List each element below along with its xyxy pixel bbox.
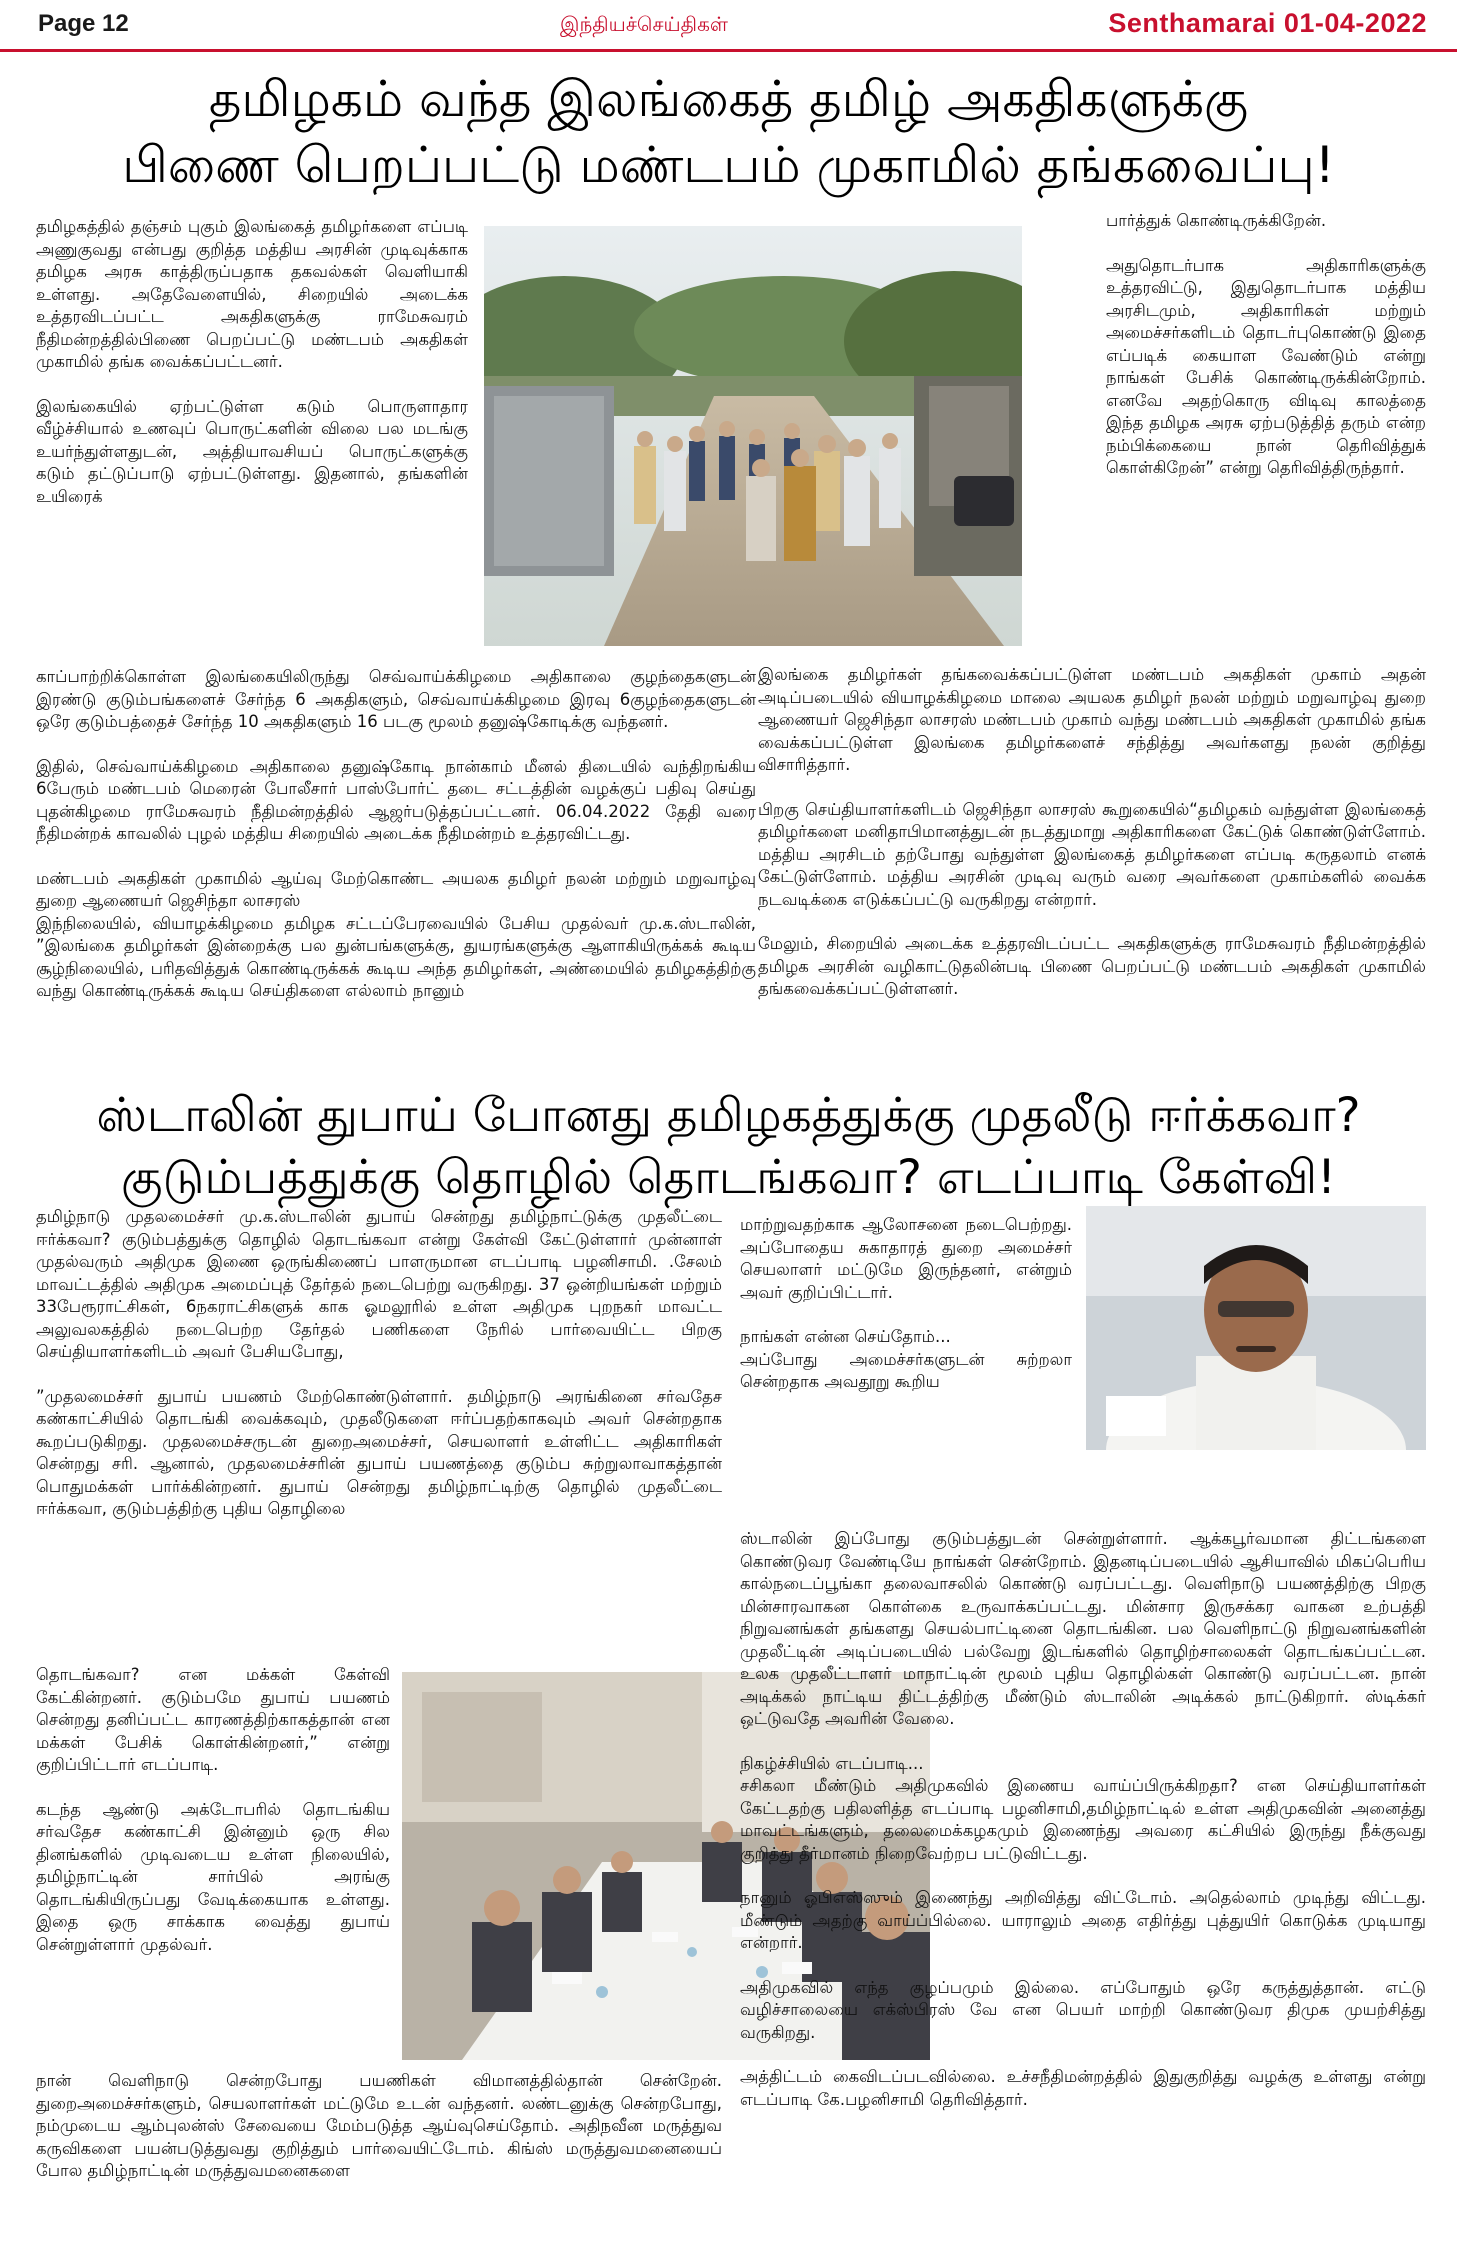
article2-right-narrow-column <box>740 1214 1072 1524</box>
article1-paragraph: அதுதொடர்பாக அதிகாரிகளுக்கு உத்தரவிட்டு, இதுதொடர்பாக மத்திய அரசிடமும், அதிகாரிகள் மற்றும் அமைச்சர்களிடம் தொடர்புகொண்டு இதை எப்படிக் கையாள வேண்டும் என்று நாங்கள் பேசிக் கொண்டிருக்கின்றோம். எனவே அதற்கொரு விடிவு காலத்தை இந்த தமிழக அரசு ஏற்படுத்தித் தரும் என்ற நம்பிக்கையை நான் தெரிவித்துக் கொள்கிறேன்” என்று தெரிவித்திருந்தார். <box>1106 255 1426 477</box>
article1-left-wide-column <box>36 666 756 1072</box>
article1-paragraph: இலங்கை தமிழர்கள் தங்கவைக்கப்பட்டுள்ள மண்டபம் அகதிகள் முகாம் அதன் அடிப்படையில் வியாழக்கிழமை மாலை அயலக தமிழர் நலன் மற்றும் மறுவாழ்வு துறை ஆணையர் ஜெசிந்தா லாசரஸ் மண்டபம் முகாம் வந்து மண்டபம் அகதிகள் முகாமில் தங்க வைக்கப்பட்டுள்ள இலங்கை தமிழர்களைச் சந்தித்து அவர்களது நலன் குறித்து விசாரித்தார். <box>758 665 1426 774</box>
article1-headline-line1: தமிழகம் வந்த இலங்கைத் தமிழ் அகதிகளுக்கு <box>208 70 1249 128</box>
article2-paragraph: கடந்த ஆண்டு அக்டோபரில் தொடங்கிய சர்வதேச கண்காட்சி இன்னும் ஒரு சில தினங்களில் முடிவடைய உள்ள நிலையில், தமிழ்நாட்டின் சார்பில் அரங்கு தொடங்கியிருப்பது வேடிக்கையாக உள்ளது. இதை ஒரு சாக்காக வைத்து துபாய் சென்றுள்ளார் முதல்வர். <box>36 1799 390 1954</box>
article2-paragraph: தமிழ்நாடு முதலமைச்சர் மு.க.ஸ்டாலின் துபாய் சென்றது தமிழ்நாட்டுக்கு முதலீட்டை ஈர்க்கவா? குடும்பத்துக்கு தொழில் தொடங்கவா என்று கேள்வி கேட்டுள்ளார் முன்னாள் முதல்வரும் அதிமுக இணை ஒருங்கிணைப் பாளருமான எடப்பாடி பழனிசாமி. .சேலம் மாவட்டத்தில் அதிமுக அமைப்புத் தேர்தல் நடைபெற்று வருகிறது. 37 ஒன்றியங்கள் மற்றும் 33பேரூராட்சிகள், 6நகராட்சிகளுக் காக ஓமலூரில் உள்ள அதிமுக புறநகர் மாவட்ட அலுவலகத்தில் நடைபெற்ற தேர்தல் பணிகளை நேரில் பார்வையிட்ட பிறகு செய்தியாளர்களிடம் அவர் பேசியபோது, <box>36 1207 722 1361</box>
refugee-camp-visit-photo <box>484 226 1022 646</box>
article1-paragraph: தமிழகத்தில் தஞ்சம் புகும் இலங்கைத் தமிழர்களை எப்படி அணுகுவது என்பது குறித்த மத்திய அரசின் முடிவுக்காக தமிழக அரசு காத்திருப்பதாக தகவல்கள் வெளியாகி உள்ளது. அதேவேளையில், சிறையில் அடைக்க உத்தரவிடப்பட்ட அகதிகளுக்கு ராமேசுவரம் நீதிமன்றத்தில்பிணை பெறப்பட்டு மண்டபம் அகதிகள் முகாமில் தங்க வைக்கப்பட்டனர். <box>36 217 468 371</box>
article1-paragraph: காப்பாற்றிக்கொள்ள இலங்கையிலிருந்து செவ்வாய்க்கிழமை அதிகாலை குழந்தைகளுடன் இரண்டு குடும்பங்களைச் சேர்ந்த 6 அகதிகளும், செவ்வாய்க்கிழமை இரவு 6குழந்தைகளுடன் ஒரே குடும்பத்தைச் சேர்ந்த 10 அகதிகளும் 16 படகு மூலம் தனுஷ்கோடிக்கு வந்தனர். <box>36 667 756 731</box>
article1-paragraph: இலங்கையில் ஏற்பட்டுள்ள கடும் பொருளாதார வீழ்ச்சியால் உணவுப் பொருட்களின் விலை பல மடங்கு உயர்ந்துள்ளதுடன், அத்தியாவசியப் பொருட்களுக்கு கடும் தட்டுப்பாடு ஏற்பட்டுள்ளது. இதனால், தங்களின் உயிரைக் <box>36 396 468 506</box>
article2-headline-line2: குடும்பத்துக்கு தொழில் தொடங்கவா? எடப்பாடி கேள்வி! <box>121 1150 1336 1205</box>
article1-paragraph: பார்த்துக் கொண்டிருக்கிறேன். <box>1106 211 1327 230</box>
article1-paragraph: பிறகு செய்தியாளர்களிடம் ஜெசிந்தா லாசரஸ் கூறுகையில்“தமிழகம் வந்துள்ள இலங்கைத் தமிழர்களை மனிதாபிமானத்துடன் நடத்துமாறு அதிகாரிகளை கேட்டுக் கொண்டுள்ளோம். மத்திய அரசிடம் தற்போது வந்துள்ள இலங்கைத் தமிழர்களை எப்படி கருதலாம் எனக் கேட்டுள்ளோம். மத்திய அரசின் முடிவு வரும் வரை அவர்களை முகாம்களில் வைக்க நடவடிக்கை எடுக்கப்பட்டு வருகிறது என்றார். <box>758 799 1426 909</box>
article2-paragraph: நிகழ்ச்சியில் எடப்பாடி... சசிகலா மீண்டும் அதிமுகவில் இணைய வாய்ப்பிருக்கிறதா? என செய்தியாளர்கள் கேட்டதற்கு பதிலளித்த எடப்பாடி பழனிசாமி,தமிழ்நாட்டில் உள்ள அதிமுகவின் அனைத்து மாவட்டங்களும், தலைமைக்கழகமும் இணைந்து அவரை கட்சியில் இருந்து நீக்குவது குறித்து தீர்மானம் நிறைவேற்றப பட்டுவிட்டது. <box>740 1753 1426 1863</box>
article2-paragraph: நான் வெளிநாடு சென்றபோது பயணிகள் விமானத்தில்தான் சென்றேன். துறைஅமைச்சர்களும், செயலாளர்கள் மட்டுமே உடன் வந்தனர். லண்டனுக்கு சென்றபோது, நம்முடைய ஆம்புலன்ஸ் சேவையை மேம்படுத்த ஆய்வுசெய்தோம். அதிநவீன மருத்துவ கருவிகளை பயன்படுத்துவது குறித்தும் பார்வையிட்டோம். கிங்ஸ் மருத்துவமனையைப் போல தமிழ்நாட்டின் மருத்துவமனைகளை <box>36 2071 722 2180</box>
page-header <box>0 0 1457 52</box>
article2-paragraph: மாற்றுவதற்காக ஆலோசனை நடைபெற்றது. அப்போதைய சுகாதாரத் துறை அமைச்சர் செயலாளர் மட்டுமே இருந்தனர், என்றும் அவர் குறிப்பிட்டார். <box>740 1215 1072 1302</box>
article2-paragraph: நானும் ஓபிஎஸ்ஸும் இணைந்து அறிவித்து விட்டோம். அதெல்லாம் முடிந்து விட்டது. மீண்டும் அதற்கு வாய்ப்பில்லை. யாராலும் அதை எதிர்த்து புத்துயிர் கொடுக்க முடியாது என்றார். <box>740 1888 1426 1952</box>
section-name: இந்தியச்செய்திகள் <box>560 12 728 36</box>
article1-paragraph: இதில், செவ்வாய்க்கிழமை அதிகாலை தனுஷ்கோடி நான்காம் மீனல் திடையில் வந்திறங்கிய 6பேரும் மண்டபம் மெரைன் போலீசார் பாஸ்போர்ட் தடை சட்டத்தின் வழக்குப் பதிவு செய்து புதன்கிழமை ராமேசுவரம் நீதிமன்றத்தில் ஆஜர்படுத்தப்பட்டனர். 06.04.2022 தேதி வரை நீதிமன்றக் காவலில் புழல் மத்திய சிறையில் அடைக்க நீதிமன்றம் உத்தரவிட்டது. <box>36 756 756 843</box>
article2-left-top-column <box>36 1206 722 1660</box>
article1-paragraph: மண்டபம் அகதிகள் முகாமில் ஆய்வு மேற்கொண்ட அயலக தமிழர் நலன் மற்றும் மறுவாழ்வு துறை ஆணையர் ஜெசிந்தா லாசரஸ் இந்நிலையில், வியாழக்கிழமை தமிழக சட்டப்பேரவையில் பேசிய முதல்வர் மு.க.ஸ்டாலின், ”இலங்கை தமிழர்கள் இன்றைக்கு பல துன்பங்களுக்கு, துயரங்களுக்கு ஆளாகியிருக்கக் கூடிய சூழ்நிலையில், பரிதவித்துக் கொண்டிருக்கக் கூடிய அந்த தமிழர்கள், அண்மையில் தமிழகத்திற்கு வந்து கொண்டிருக்கக் கூடிய செய்திகளை எல்லாம் நானும் <box>36 868 756 1000</box>
article2-paragraph: தொடங்கவா? என மக்கள் கேள்வி கேட்கின்றனர். குடும்பமே துபாய் பயணம் சென்றது தனிப்பட்ட காரணத்திற்காகத்தான் என மக்கள் பேசிக் கொள்கின்றனர்,” என்று குறிப்பிட்டார் எடப்பாடி. <box>36 1665 390 1774</box>
article1-headline <box>20 66 1437 198</box>
masthead-date: Senthamarai 01-04-2022 <box>1108 8 1427 38</box>
edappadi-palaniswami-portrait <box>1086 1206 1426 1450</box>
page-number: Page 12 <box>38 10 129 37</box>
article1-right-top-column <box>1106 210 1426 644</box>
article1-paragraph: மேலும், சிறையில் அடைக்க உத்தரவிடப்பட்ட அகதிகளுக்கு ராமேசுவரம் நீதிமன்றத்தில் தமிழக அரசின் வழிகாட்டுதலின்படி பிணை பெறப்பட்டு மண்டபம் அகதிகள் முகாமில் தங்கவைக்கப்பட்டுள்ளனர். <box>758 934 1426 998</box>
article1-right-wide-column <box>758 664 1426 1070</box>
article1-left-top-column <box>36 216 468 656</box>
header-rule <box>0 49 1457 52</box>
article2-left-narrow-column <box>36 1664 390 2064</box>
article2-paragraph: அதிமுகவில் எந்த குழப்பமும் இல்லை. எப்போதும் ஒரே கருத்துத்தான். எட்டு வழிச்சாலையை எக்ஸ்பிரஸ் வே என பெயர் மாற்றி கொண்டுவர திமுக முயற்சித்து வருகிறது. <box>740 1977 1426 2042</box>
article2-headline <box>20 1085 1437 1209</box>
article2-paragraph: ஸ்டாலின் இப்போது குடும்பத்துடன் சென்றுள்ளார். ஆக்கபூர்வமான திட்டங்களை கொண்டுவர வேண்டியே நாங்கள் சென்றோம். இதனடிப்படையில் ஆசியாவில் மிகப்பெரிய கால்நடைப்பூங்கா தலைவாசலில் கொண்டு வரப்பட்டது. வெளிநாடு பயணத்திற்கு பிறகு மின்சாரவாகன கொள்கை உருவாக்கப்பட்டது. மின்சார இருசக்கர வாகன உற்பத்தி நிறுவனங்கள் தங்களது செயல்பாட்டினை தொடங்கின. பல வெளிநாட்டு நிறுவனங்களின் முதலீட்டின் அடிப்படையில் பல்வேறு இடங்களில் தொழிற்சாலைகள் தொடங்கப்பட்டன. உலக முதலீட்டாளர் மாநாட்டின் மூலம் புதிய தொழில்கள் கொண்டு வரப்பட்டன. நான் அடிக்கல் நாட்டிய திட்டத்திற்கு மீண்டும் ஸ்டாலின் அடிக்கல் நாட்டுகிறார். ஸ்டிக்கர் ஒட்டுவதே அவரின் வேலை. <box>740 1529 1426 1728</box>
article1-headline-line2: பிணை பெறப்பட்டு மண்டபம் முகாமில் தங்கவைப்பு! <box>122 136 1335 194</box>
article2-headline-line1: ஸ்டாலின் துபாய் போனது தமிழகத்துக்கு முதலீடு ஈர்க்கவா? <box>96 1088 1361 1143</box>
article2-paragraph: அத்திட்டம் கைவிடப்படவில்லை. உச்சநீதிமன்றத்தில் இதுகுறித்து வழக்கு உள்ளது என்று எடப்பாடி கே.பழனிசாமி தெரிவித்தார். <box>740 2067 1426 2109</box>
article2-paragraph: ”முதலமைச்சர் துபாய் பயணம் மேற்கொண்டுள்ளார். தமிழ்நாடு அரங்கினை சர்வதேச கண்காட்சியில் தொடங்கி வைக்கவும், முதலீடுகளை ஈர்ப்பதற்காகவும் அவர் சென்றதாக கூறப்படுகிறது. முதலமைச்சருடன் துறைஅமைச்சர், செயலாளர் உள்ளிட்ட அதிகாரிகள் சென்றது சரி. ஆனால், முதலமைச்சரின் துபாய் பயணத்தை குடும்ப சுற்றுலாவாகத்தான் பொதுமக்கள் பார்க்கின்றனர். துபாய் சென்றது தமிழ்நாட்டிற்கு தொழில் முதலீட்டை ஈர்க்கவா, குடும்பத்திற்கு புதிய தொழிலை <box>36 1386 722 1518</box>
article2-paragraph: நாங்கள் என்ன செய்தோம்... அப்போது அமைச்சர்களுடன் சுற்றலா சென்றதாக அவதூறு கூறிய <box>740 1327 1072 1391</box>
article2-left-bottom-column <box>36 2070 722 2240</box>
article2-right-wide-column <box>740 1528 1426 2240</box>
